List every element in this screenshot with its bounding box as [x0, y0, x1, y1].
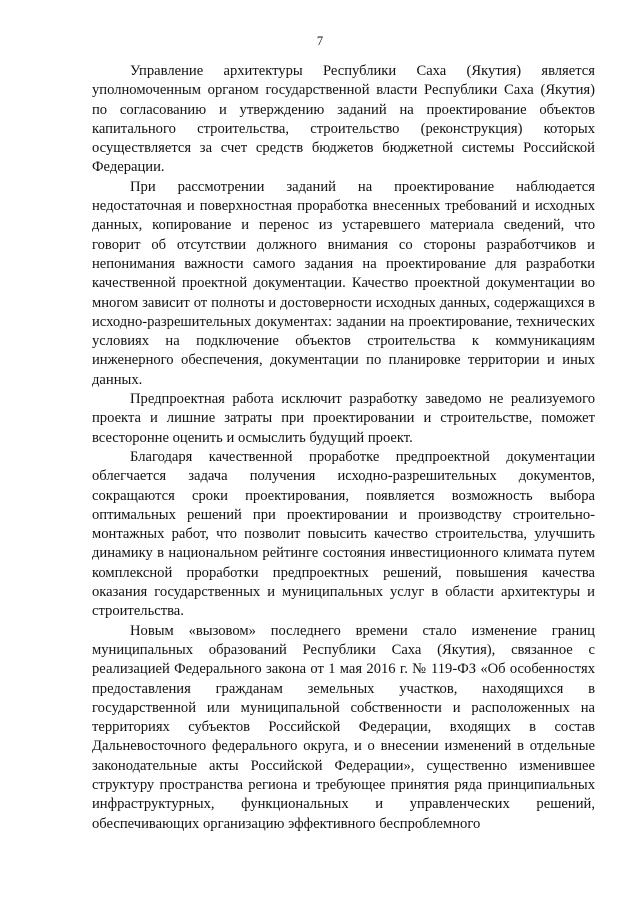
- paragraph-municipal-boundaries: Новым «вызовом» последнего времени стало изменение границ муниципальных образований Республики Саха (Якутия), связанное с реализацией Федерального закона от 1 мая 2016 г. № 119-ФЗ «Об особенностях предоставления гражданам земельных участков, находящихся в государственной или муниципальной собственности и расположенных на территориях субъектов Российской Федерации, входящих в состав Дальневосточного федерального округа, и о внесении изменений в отдельные законодательные акты Российской Федерации», существенно изменившее структуру пространства региона и требующее принятия ряда принципиальных инфраструктурных, функциональных и управленческих решений, обеспечивающих организацию эффективного беспроблемного: [92, 622, 595, 832]
- body-text: [92, 62, 595, 834]
- paragraph-pre-design-work: Предпроектная работа исключит разработку заведомо не реализуемого проекта и лишние затраты при проектировании и строительстве, поможет всесторонне оценить и осмыслить будущий проект.: [92, 391, 595, 446]
- page-number: 7: [316, 34, 324, 48]
- paragraph-pre-design-benefits: Благодаря качественной проработке предпроектной документации облегчается задача получения исходно-разрешительных документов, сокращаются сроки проектирования, появляется возможность выбора оптимальных решений при проектировании и производству строительно-монтажных работ, что позволит повысить качество строительства, улучшить динамику в национальном рейтинге состояния инвестиционного климата путем комплексной проработки предпроектных решений, повышения качества оказания государственных и муниципальных услуг в области архитектуры и строительства.: [92, 448, 595, 620]
- paragraph-design-assignments-review: При рассмотрении заданий на проектирование наблюдается недостаточная и поверхностная проработка внесенных требований и исходных данных, копирование и перенос из устаревшего материала сведений, что говорит об отсутствии должного внимания со стороны разработчиков и непонимания важности самого задания на проектирование для разработки качественной проектной документации. Качество проектной документации во многом зависит от полноты и достоверности исходных данных, содержащихся в исходно-разрешительных документах: задании на проектирование, технических условиях на подключение объектов строительства к коммуникациям инженерного обеспечения, документации по планировке территории и иных данных.: [92, 178, 595, 388]
- paragraph-architecture-department: Управление архитектуры Республики Саха (Якутия) является уполномоченным органом государственной власти Республики Саха (Якутия) по согласованию и утверждению заданий на проектирование объектов капитального строительства, строительство (реконструкция) которых осуществляется за счет средств бюджетов бюджетной системы Российской Федерации.: [92, 63, 595, 176]
